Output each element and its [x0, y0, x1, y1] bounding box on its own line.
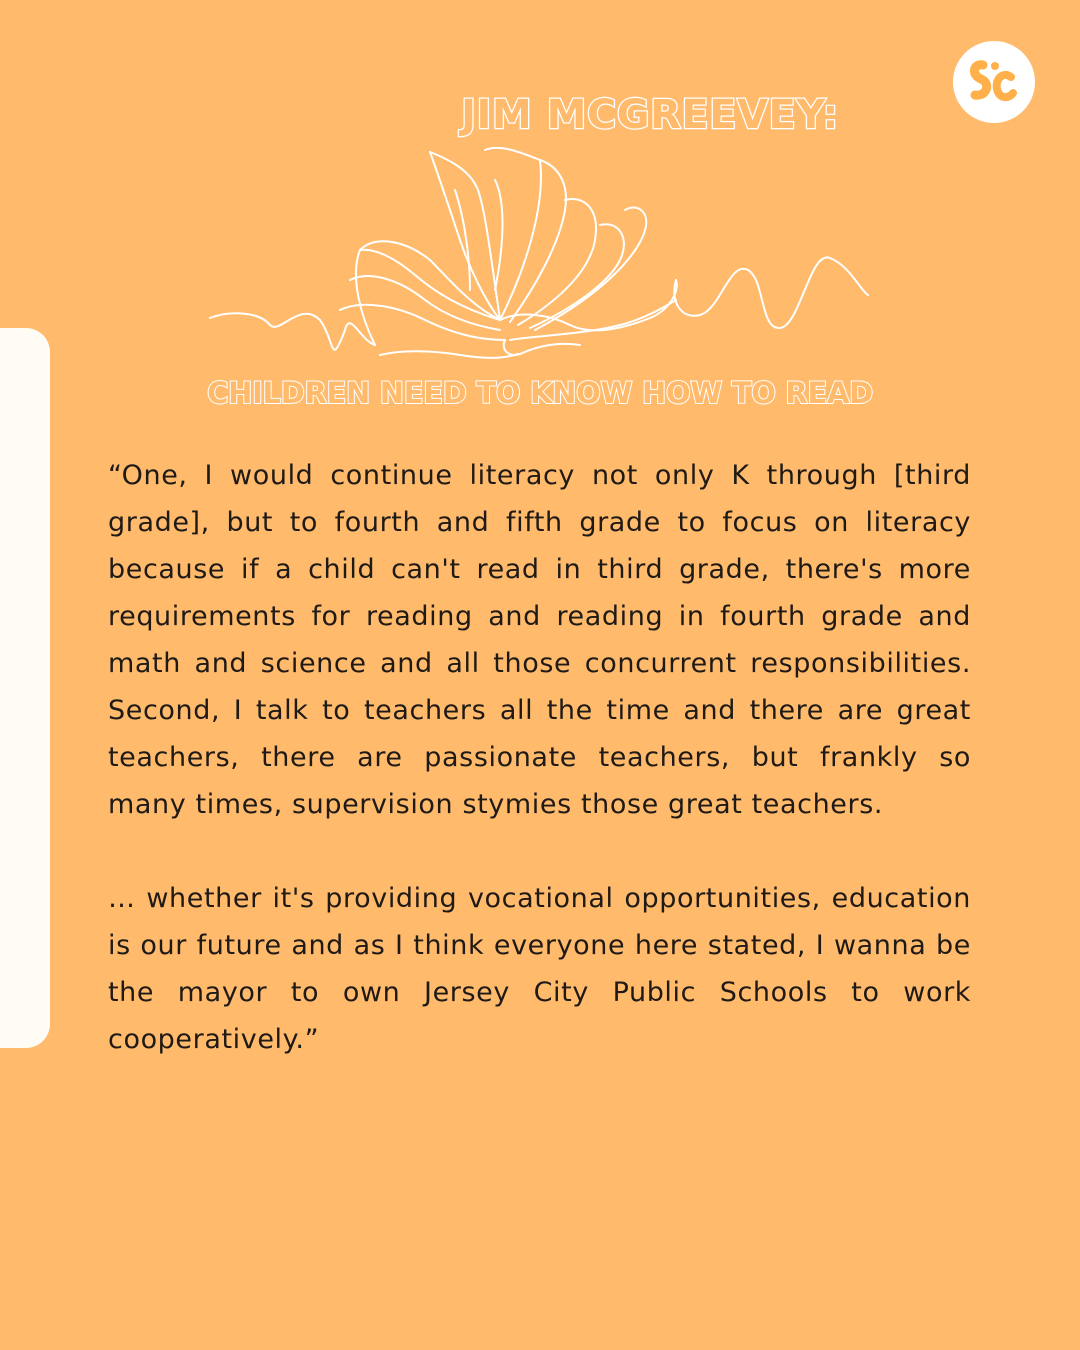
quote-paragraph: … whether it's providing vocational opportunities, education is our future and as I think everyone here stated, I wanna be the mayor to own Jersey City Public Schools to work cooperatively.”: [108, 883, 971, 1055]
sc-logo-icon: [953, 41, 1035, 123]
open-book-line-art-icon: [200, 140, 880, 380]
side-tab: [0, 328, 50, 1048]
quote-paragraph: “One, I would continue literacy not only K through [third grade], but to fourth and fifth grade to focus on literacy because if a child can't read in third grade, there's more requirements for reading and reading in fourth grade and math and science and all those concurrent responsibilities. Second, I talk to teachers all the time and there are great teachers, there are passionate teachers, but frankly so many times, supervision stymies those great teachers.: [108, 460, 971, 820]
quote-block: [108, 452, 971, 1110]
page-subtitle: CHILDREN NEED TO KNOW HOW TO READ: [207, 376, 873, 410]
page-title: JIM MCGREEVEY:: [461, 92, 839, 138]
